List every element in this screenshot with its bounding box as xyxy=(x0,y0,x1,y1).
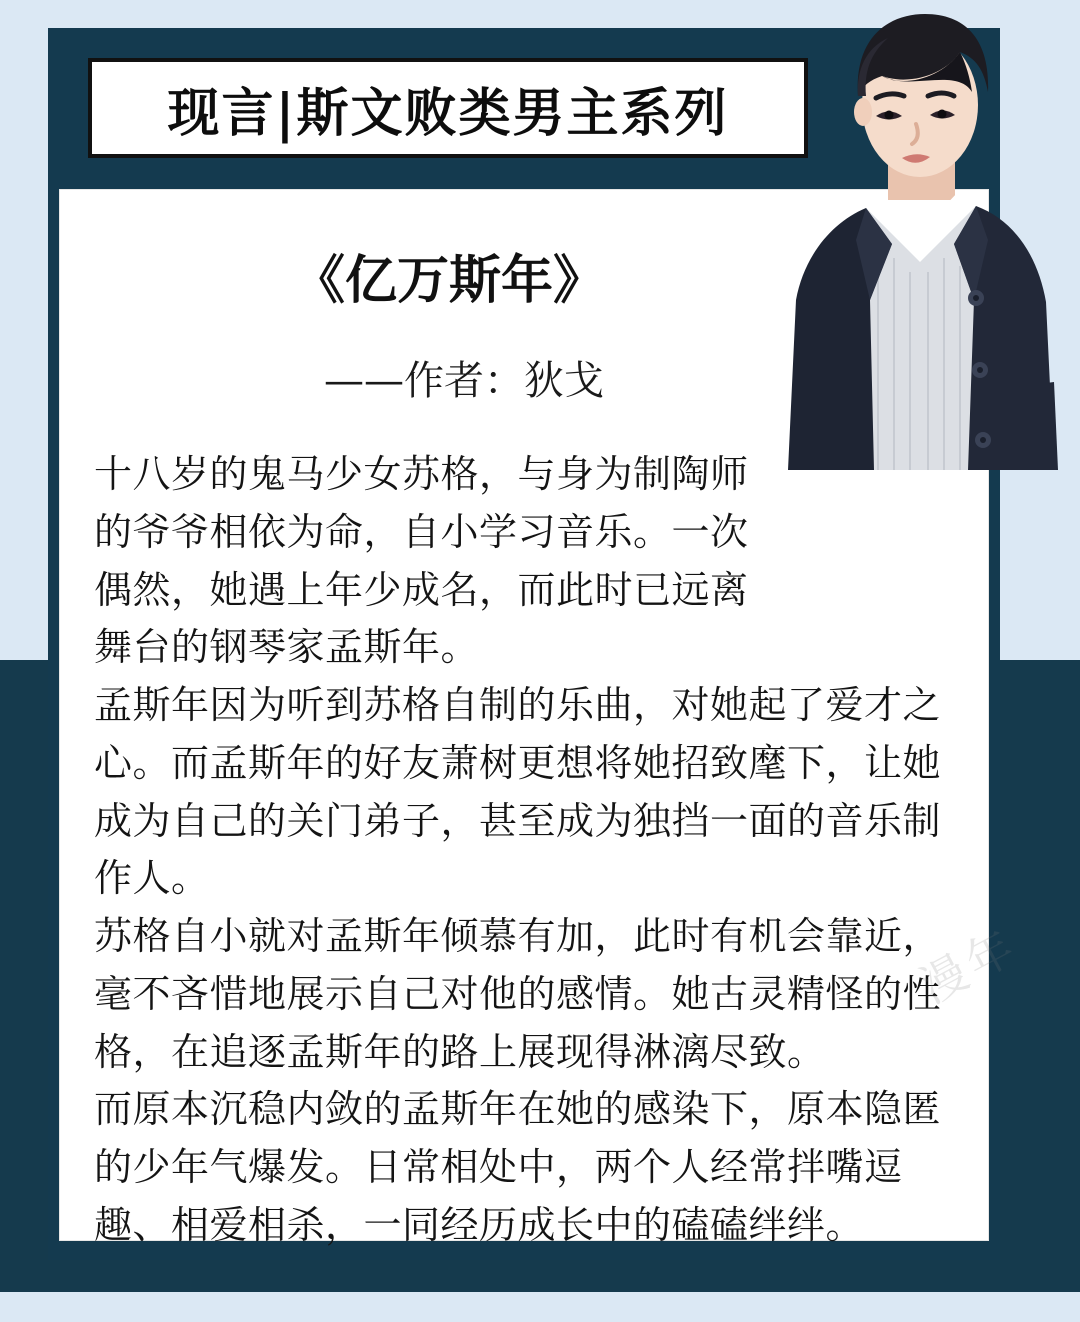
book-author: ——作者：狄戈 xyxy=(324,358,604,404)
series-title-ribbon xyxy=(88,58,808,158)
series-title-text: 现言|斯文败类男主系列 xyxy=(167,82,729,144)
synopsis-paragraph: 而原本沉稳内敛的孟斯年在她的感染下，原本隐匿的少年气爆发。日常相处中，两个人经常拌嘴逗趣、相爱相杀，一同经历成长中的磕磕绊绊。 xyxy=(94,1087,942,1247)
man-in-dark-coat-illustration xyxy=(770,0,1080,470)
synopsis-paragraph: 苏格自小就对孟斯年倾慕有加，此时有机会靠近，毫不吝惜地展示自己对他的感情。她古灵精怪的性格，在追逐孟斯年的路上展现得淋漓尽致。 xyxy=(94,914,942,1074)
synopsis-body xyxy=(94,446,954,1255)
synopsis-paragraph: 十八岁的鬼马少女苏格，与身为制陶师的爷爷相依为命，自小学习音乐。一次偶然，她遇上年少成名，而此时已远离舞台的钢琴家孟斯年。 xyxy=(94,452,749,670)
book-title: 《亿万斯年》 xyxy=(292,250,605,311)
background-footer-strip xyxy=(0,1292,1080,1322)
synopsis-paragraph: 孟斯年因为听到苏格自制的乐曲，对她起了爱才之心。而孟斯年的好友萧树更想将她招致麾下，让她成为自己的关门弟子，甚至成为独挡一面的音乐制作人。 xyxy=(94,683,942,901)
